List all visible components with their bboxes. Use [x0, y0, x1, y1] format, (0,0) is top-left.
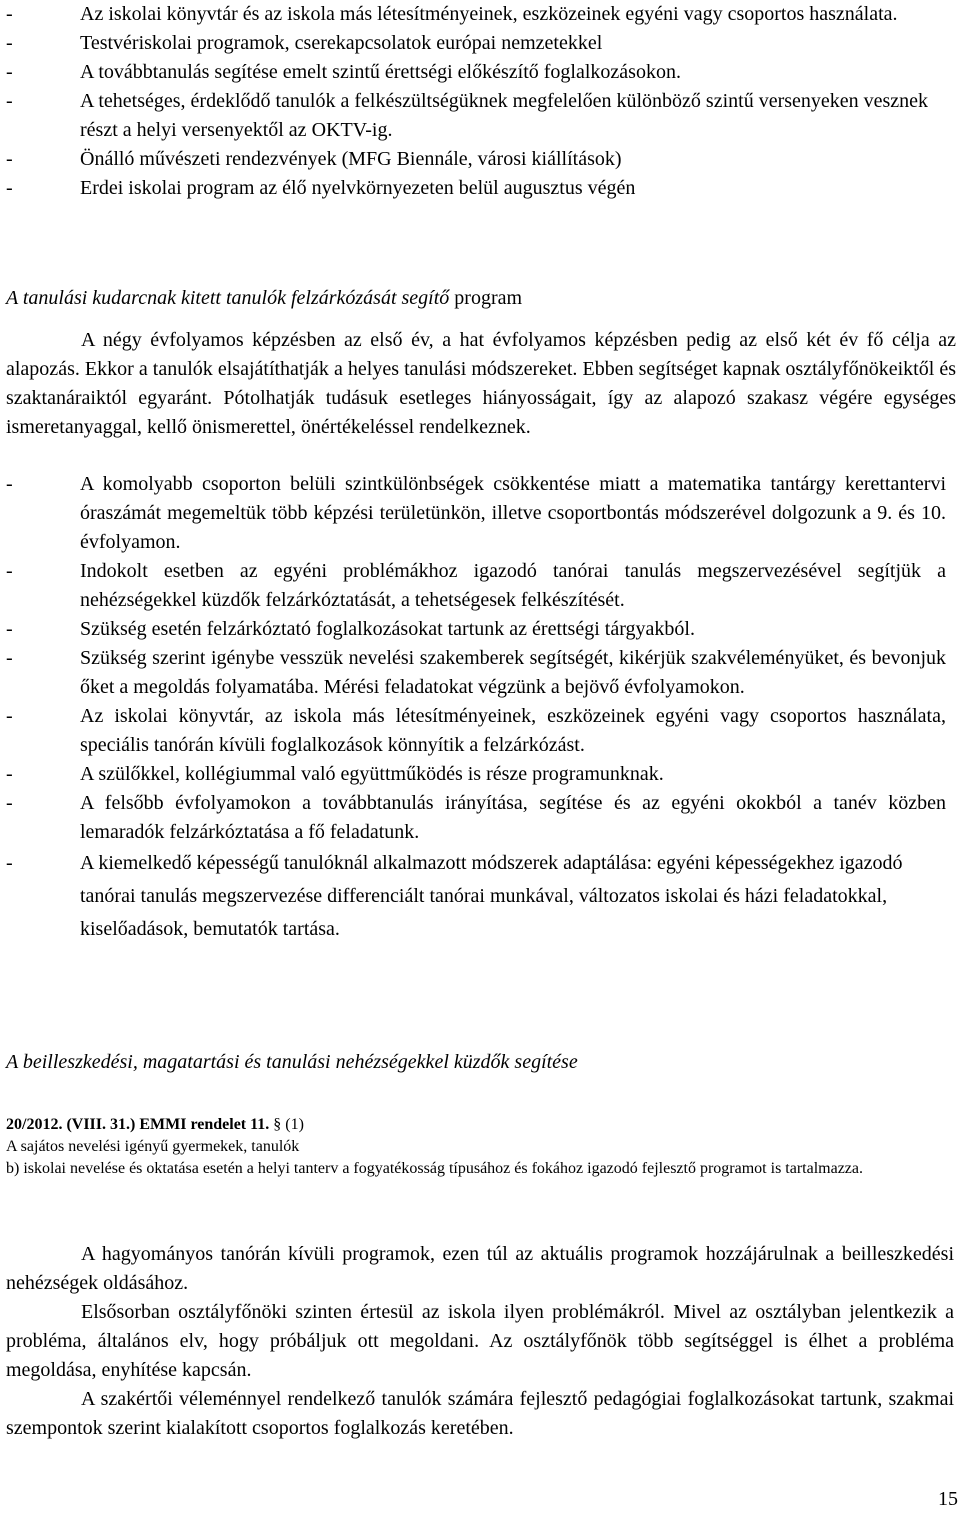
- section1-intro-paragraph: A négy évfolyamos képzésben az első év, a hat évfolyamos képzésben pedig az első két év fő célja az alapozás. Ekkor a tanulók elsajátíthatják a helyes tanulási módszereket. Ebben segítséget kapnak osztályfőnökeiktől és szaktanáraiktól egyaránt. Pótolhatják tudásuk esetleges hiányosságait, így az alapozó szakasz végére egységes ismeretanyaggal, kellő önismerettel, önértékeléssel rendelkeznek.: [6, 329, 956, 438]
- list-item: - Az iskolai könyvtár, az iskola más létesítményeinek, eszközeinek egyéni vagy csoportos használata, speciális tanórán kívüli foglalkozások könnyítik a felzárkózást.: [0, 702, 960, 760]
- regulation-citation: [0, 1114, 956, 1180]
- list-item: - A felsőbb évfolyamokon a továbbtanulás irányítása, segítése és az egyéni okokból a tanév közben lemaradók felzárkóztatása a fő feladatunk.: [0, 789, 960, 847]
- dash-marker: -: [6, 90, 13, 112]
- list-item: - A komolyabb csoporton belüli szintkülönbségek csökkentése miatt a matematika tantárgy kerettantervi óraszámát megemeltük több képzési területünkön, illetve csoportbontás módszerével dolgozunk a 9. és 10. évfolyamon.: [0, 470, 960, 557]
- top-bullet-list: [0, 0, 960, 203]
- paragraph: A hagyományos tanórán kívüli programok, ezen túl az aktuális programok hozzájárulnak a beilleszkedési nehézségek oldásához.: [6, 1243, 954, 1294]
- section1-bullet-list: [0, 470, 960, 946]
- paragraph: A szakértői véleménnyel rendelkező tanulók számára fejlesztő pedagógiai foglalkozásokat tartunk, szakmai szempontok szerint kialakított csoportos foglalkozás keretében.: [6, 1388, 954, 1439]
- page-number: 15: [938, 1488, 958, 1510]
- dash-marker: -: [6, 560, 13, 582]
- dash-marker: -: [6, 3, 13, 25]
- list-item: - Az iskolai könyvtár és az iskola más létesítményeinek, eszközeinek egyéni vagy csoportos használata.: [0, 0, 960, 29]
- dash-marker: -: [6, 32, 13, 54]
- list-item: - Önálló művészeti rendezvények (MFG Biennále, városi kiállítások): [0, 145, 960, 174]
- list-item: - Indokolt esetben az egyéni problémákhoz igazodó tanórai tanulás megszervezésével segítjük a nehézségekkel küzdők felzárkóztatását, a tehetségesek felkészítését.: [0, 557, 960, 615]
- dash-marker: -: [6, 705, 13, 727]
- list-item: - A továbbtanulás segítése emelt szintű érettségi előkészítő foglalkozásokon.: [0, 58, 960, 87]
- list-item: - Szükség szerint igénybe vesszük nevelési szakemberek segítségét, kikérjük szakvéleményüket, és bevonjuk őket a megoldás folyamatába. Mérési feladatokat végzünk a bejövő évfolyamokon.: [0, 644, 960, 702]
- regulation-line: A sajátos nevelési igényű gyermekek, tanulók: [6, 1138, 300, 1155]
- dash-marker: -: [6, 473, 13, 495]
- dash-marker: -: [6, 618, 13, 640]
- regulation-title: 20/2012. (VIII. 31.) EMMI rendelet 11. § (1): [6, 1116, 304, 1133]
- list-item: - A tehetséges, érdeklődő tanulók a felkészültségüknek megfelelően különböző szintű versenyeken vesznek részt a helyi versenyektől az OKTV-ig.: [0, 87, 960, 145]
- section-heading-beilleszkedesi: A beilleszkedési, magatartási és tanulási nehézségekkel küzdők segítése: [6, 1051, 578, 1073]
- list-item: - Szükség esetén felzárkóztató foglalkozásokat tartunk az érettségi tárgyakból.: [0, 615, 960, 644]
- list-item: - A kiemelkedő képességű tanulóknál alkalmazott módszerek adaptálása: egyéni képességekhez igazodó tanórai tanulás megszervezése differenciált tanórai munkával, változatos iskolai és házi feladatokkal, kiselőadások, bemutatók tartása.: [0, 847, 960, 946]
- paragraph: Elsősorban osztályfőnöki szinten értesül az iskola ilyen problémákról. Mivel az osztályban jelentkezik a probléma, általános elv, hogy próbáljuk ott megoldani. Az osztályfőnök több segítséggel is élhet a probléma megoldása, enyhítése kapcsán.: [6, 1301, 954, 1381]
- dash-marker: -: [6, 177, 13, 199]
- section2-paragraphs: [0, 1240, 956, 1443]
- list-item: - Testvériskolai programok, cserekapcsolatok európai nemzetekkel: [0, 29, 960, 58]
- dash-marker: -: [6, 647, 13, 669]
- dash-marker: -: [6, 852, 13, 874]
- dash-marker: -: [6, 61, 13, 83]
- regulation-line: b) iskolai nevelése és oktatása esetén a helyi tanterv a fogyatékosság típusához és fokához igazodó fejlesztő programot is tartalmazza.: [6, 1160, 864, 1177]
- section-heading-tanulasi-kudarc: A tanulási kudarcnak kitett tanulók felzárkózását segítő program: [6, 287, 523, 309]
- dash-marker: -: [6, 763, 13, 785]
- dash-marker: -: [6, 148, 13, 170]
- list-item: - A szülőkkel, kollégiummal való együttműködés is része programunknak.: [0, 760, 960, 789]
- list-item: - Erdei iskolai program az élő nyelvkörnyezeten belül augusztus végén: [0, 174, 960, 203]
- dash-marker: -: [6, 792, 13, 814]
